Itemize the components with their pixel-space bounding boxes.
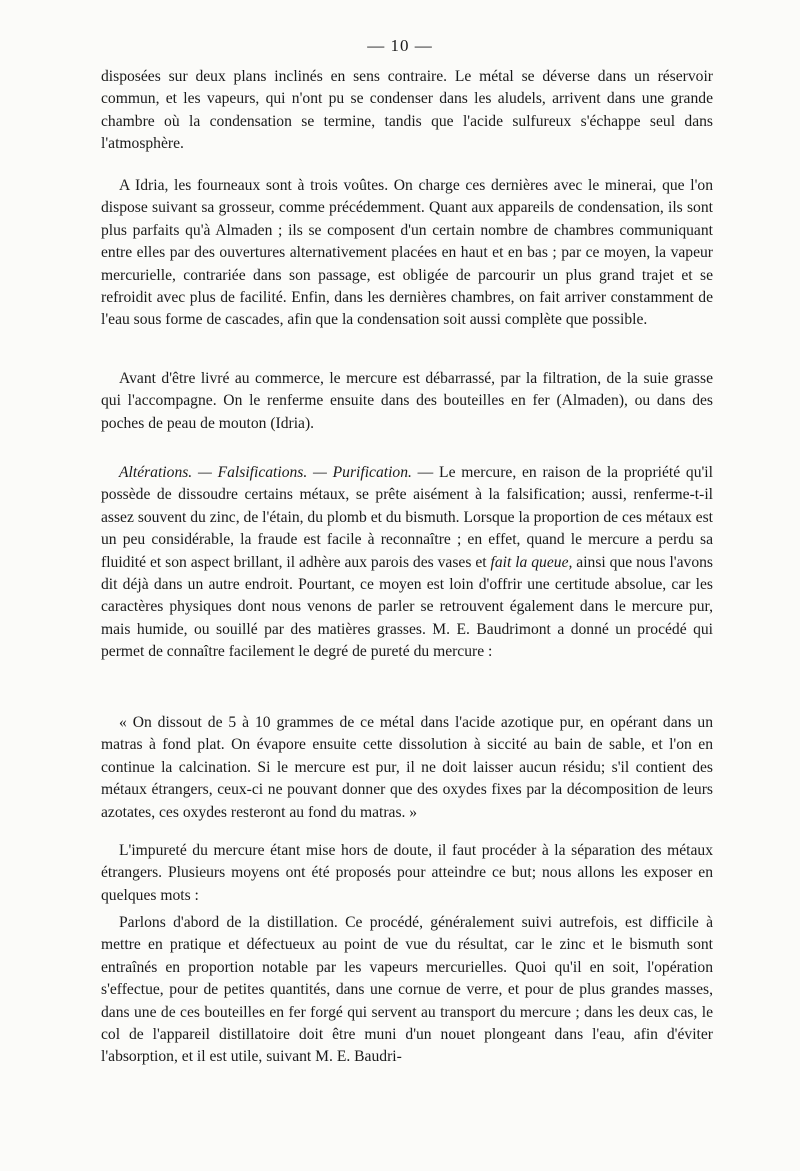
- paragraph-6-text: L'impureté du mercure étant mise hors de doute, il faut procéder à la séparation des métaux étrangers. Plusieurs moyens ont été proposés pour atteindre ce but; nous allons les exposer en quelques mots :: [101, 842, 713, 904]
- paragraph-4: [101, 462, 713, 664]
- section-heading: Altérations. — Falsifications. — Purification.: [119, 464, 412, 481]
- paragraph-2-text: A Idria, les fourneaux sont à trois voûtes. On charge ces dernières avec le minerai, que l'on dispose suivant sa grosseur, comme précédemment. Quant aux appareils de condensation, ils sont plus parfaits qu'à Almaden ; ils se composent d'un certain nombre de chambres communiquant entre elles par des ouvertures alternativement placées en haut et en bas ; par ce moyen, la vapeur mercurielle, contrariée dans son passage, est obligée de parcourir un plus grand trajet et se refroidit avec plus de facilité. Enfin, dans les dernières chambres, on fait arriver constamment de l'eau sous forme de cascades, afin que la condensation soit aussi complète que possible.: [101, 177, 713, 329]
- paragraph-2: [101, 175, 713, 332]
- paragraph-6: [101, 840, 713, 907]
- paragraph-4-part-a: — Le mercure, en raison de la propriété qu'il possède de dissoudre certains métaux, se prête aisément à la falsification; aussi, renferme-t-il assez souvent du zinc, de l'étain, du plomb et du bismuth. Lorsque la proportion de ces métaux est un peu considérable, la fraude est facile à reconnaître ; en effet, quand le mercure a perdu sa fluidité et son aspect brillant, il adhère aux parois des vases et: [101, 464, 713, 571]
- paragraph-3: [101, 368, 713, 435]
- paragraph-4-part-b: ainsi que nous l'avons dit déjà dans un autre endroit. Pourtant, ce moyen est loin d'offrir une certitude absolue, car les caractères physiques dont nous venons de parler se retrouvent également dans le mercure pur, mais humide, ou souillé par des matières grasses. M. E. Baudrimont a donné un procédé qui permet de connaître facilement le degré de pureté du mercure :: [101, 553, 713, 661]
- paragraph-1-text: disposées sur deux plans inclinés en sens contraire. Le métal se déverse dans un réservoir commun, et les vapeurs, qui n'ont pu se condenser dans les aludels, arrivent dans une grande chambre où la condensation se termine, tandis que l'acide sulfureux s'échappe seul dans l'atmosphère.: [101, 68, 713, 153]
- paragraph-3-text: Avant d'être livré au commerce, le mercure est débarrassé, par la filtration, de la suie grasse qui l'accompagne. On le renferme ensuite dans des bouteilles en fer (Almaden), ou dans des poches de peau de mouton (Idria).: [101, 370, 713, 432]
- paragraph-4-text: [101, 462, 713, 664]
- paragraph-5-quote: [101, 712, 713, 824]
- paragraph-5-text: « On dissout de 5 à 10 grammes de ce métal dans l'acide azotique pur, en opérant dans un matras à fond plat. On évapore ensuite cette dissolution à siccité au bain de sable, et l'on en continue la calcination. Si le mercure est pur, il ne doit laisser aucun résidu; s'il contient des métaux étrangers, ceux-ci ne pouvant donner que des oxydes fixes par la décomposition de leurs azotates, ces oxydes resteront au fond du matras. »: [101, 714, 713, 821]
- paragraph-4-italic-phrase: fait la queue,: [490, 553, 573, 571]
- paragraph-7: [101, 912, 713, 1069]
- paragraph-7-text: Parlons d'abord de la distillation. Ce procédé, généralement suivi autrefois, est difficile à mettre en pratique et défectueux au point de vue du résultat, car le zinc et le bismuth sont entraînés en proportion notable par les vapeurs mercurielles. Quoi qu'il en soit, l'opération s'effectue, pour de petites quantités, dans une cornue de verre, et pour de plus grandes masses, dans une de ces bouteilles en fer forgé qui servent au transport du mercure ; dans les deux cas, le col de l'appareil distillatoire doit être muni d'un nouet plongeant dans l'eau, afin d'éviter l'absorption, et il est utile, suivant M. E. Baudri-: [101, 914, 713, 1066]
- page-number: — 10 —: [367, 36, 433, 55]
- paragraph-1: [101, 66, 713, 156]
